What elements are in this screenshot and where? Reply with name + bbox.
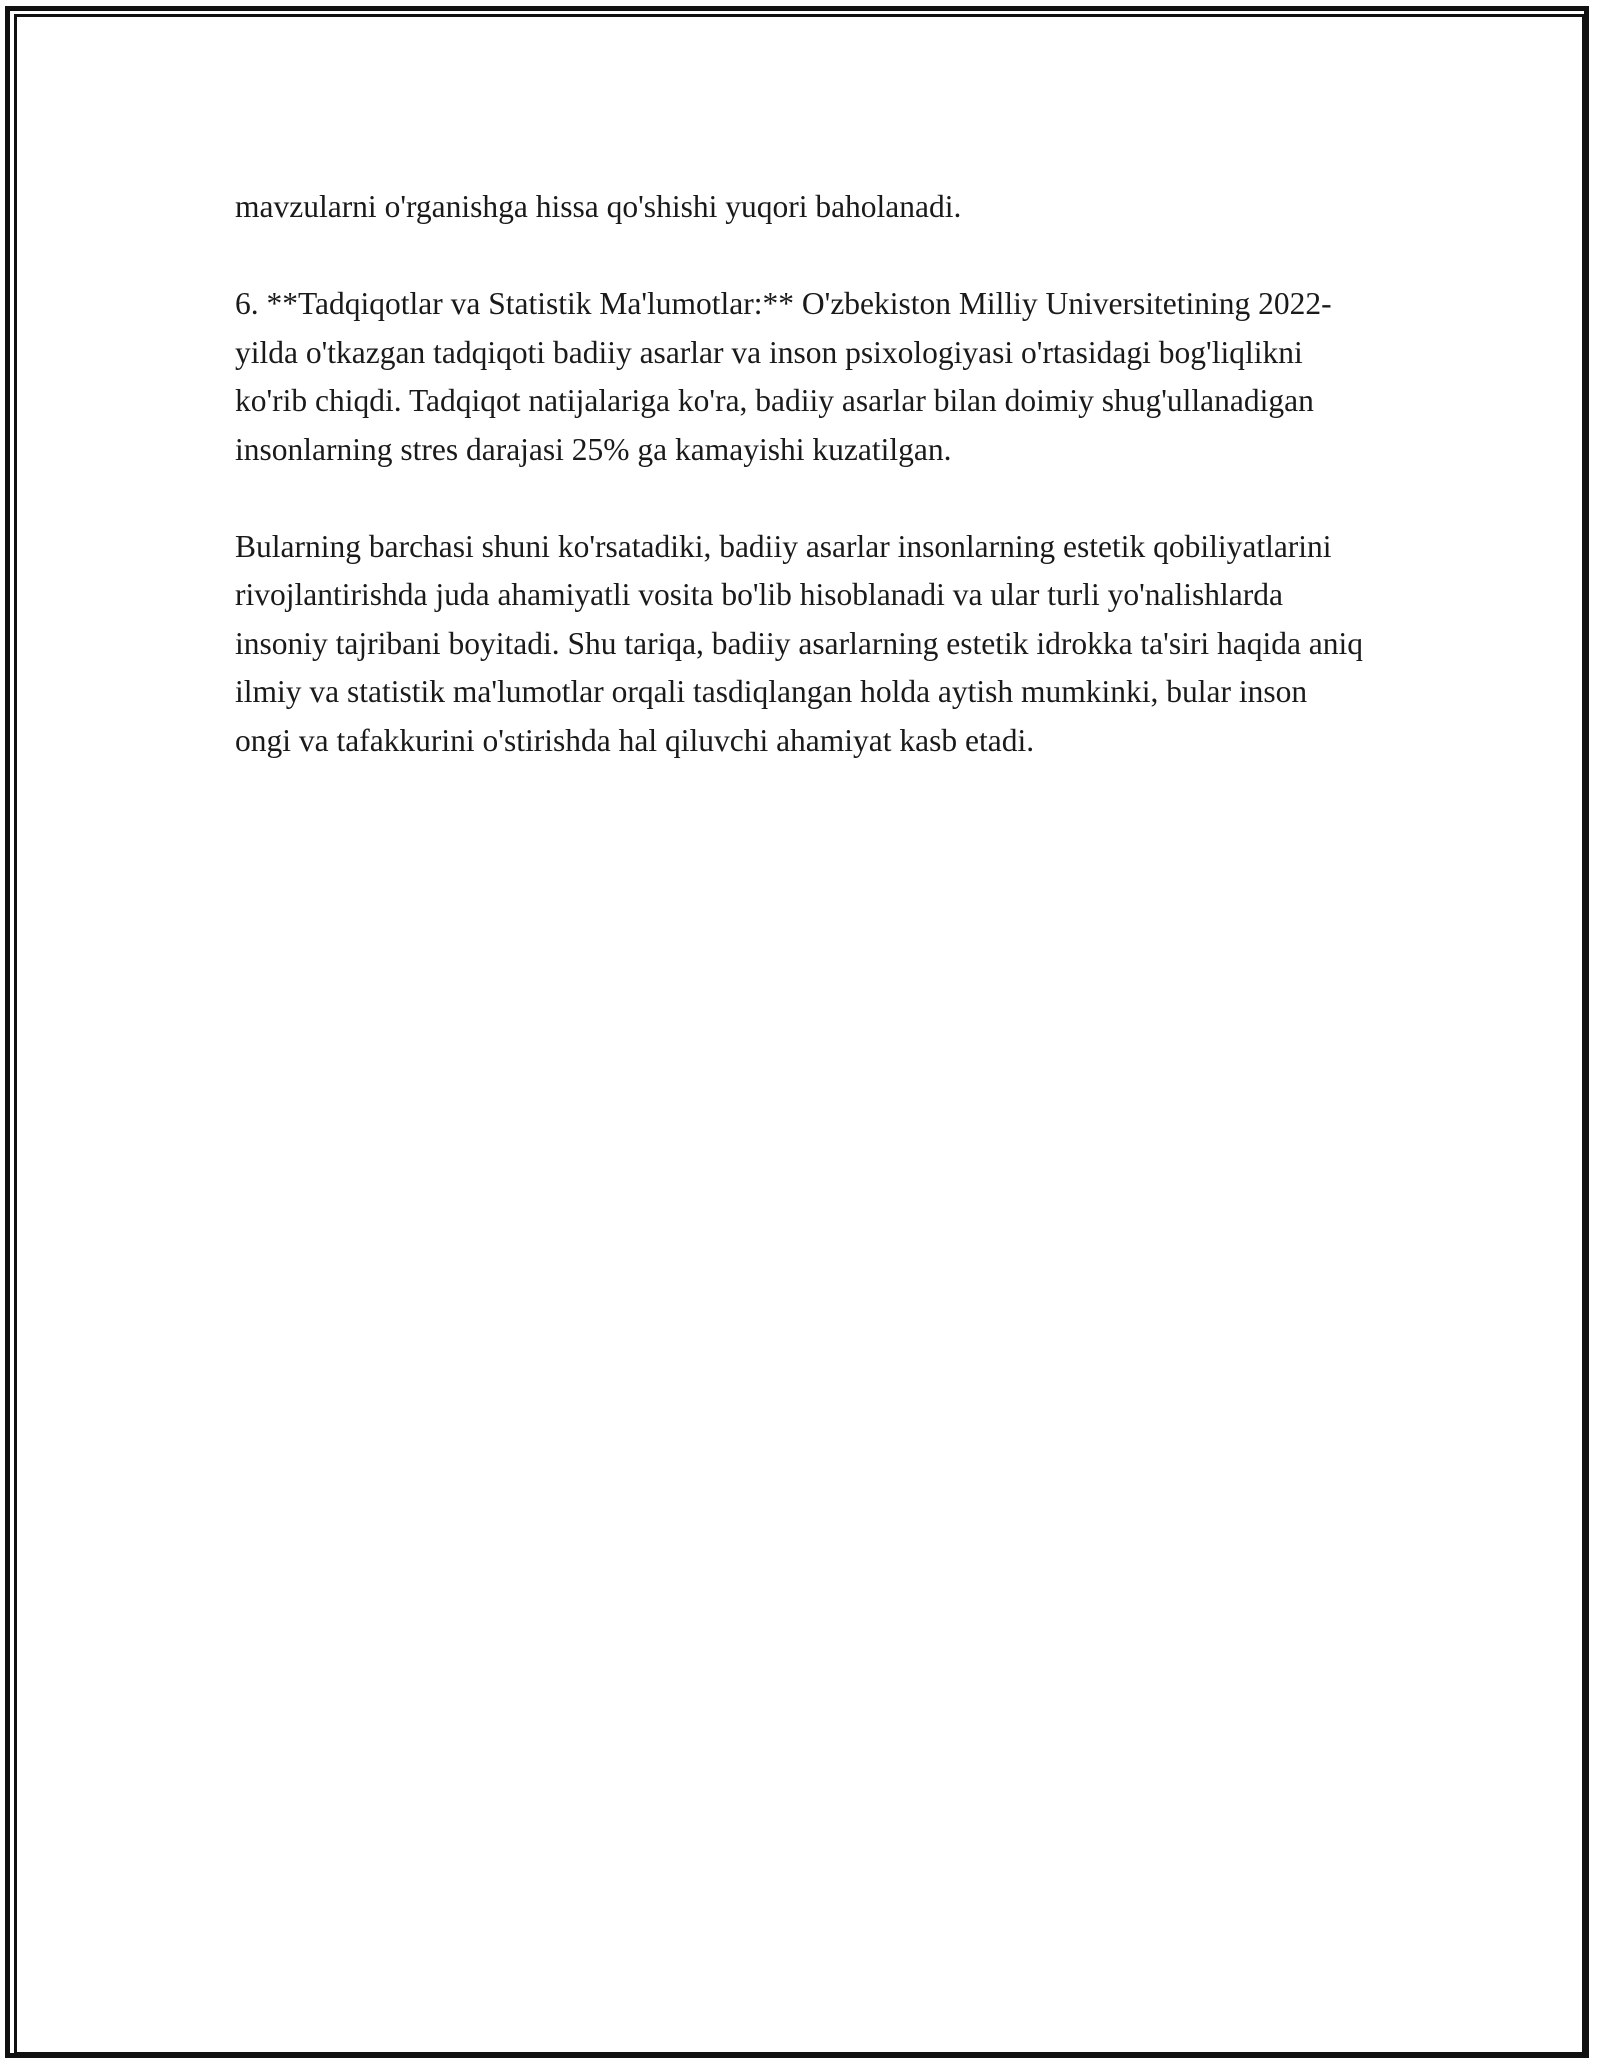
paragraph-research-statistics: 6. **Tadqiqotlar va Statistik Ma'lumotlar:** O'zbekiston Milliy Universitetining 2022-yilda o'tkazgan tadqiqoti badiiy asarlar va inson psixologiyasi o'rtasidagi bog'liqlikni ko'rib chiqdi. Tadqiqot natijalariga ko'ra, badiiy asarlar bilan doimiy shug'ullanadigan insonlarning stres darajasi 25% ga kamayishi kuzatilgan. [235, 286, 1332, 467]
paragraph-conclusion: Bularning barchasi shuni ko'rsatadiki, badiiy asarlar insonlarning estetik qobiliyatlarini rivojlantirishda juda ahamiyatli vosita bo'lib hisoblanadi va ular turli yo'nalishlarda insoniy tajribani boyitadi. Shu tariqa, badiiy asarlarning estetik idrokka ta'siri haqida aniq ilmiy va statistik ma'lumotlar orqali tasdiqlangan holda aytish mumkinki, bular inson ongi va tafakkurini o'stirishda hal qiluvchi ahamiyat kasb etadi. [235, 528, 1364, 758]
paragraph-continuation: mavzularni o'rganishga hissa qo'shishi yuqori baholanadi. [235, 189, 962, 224]
document-body [235, 183, 1365, 814]
